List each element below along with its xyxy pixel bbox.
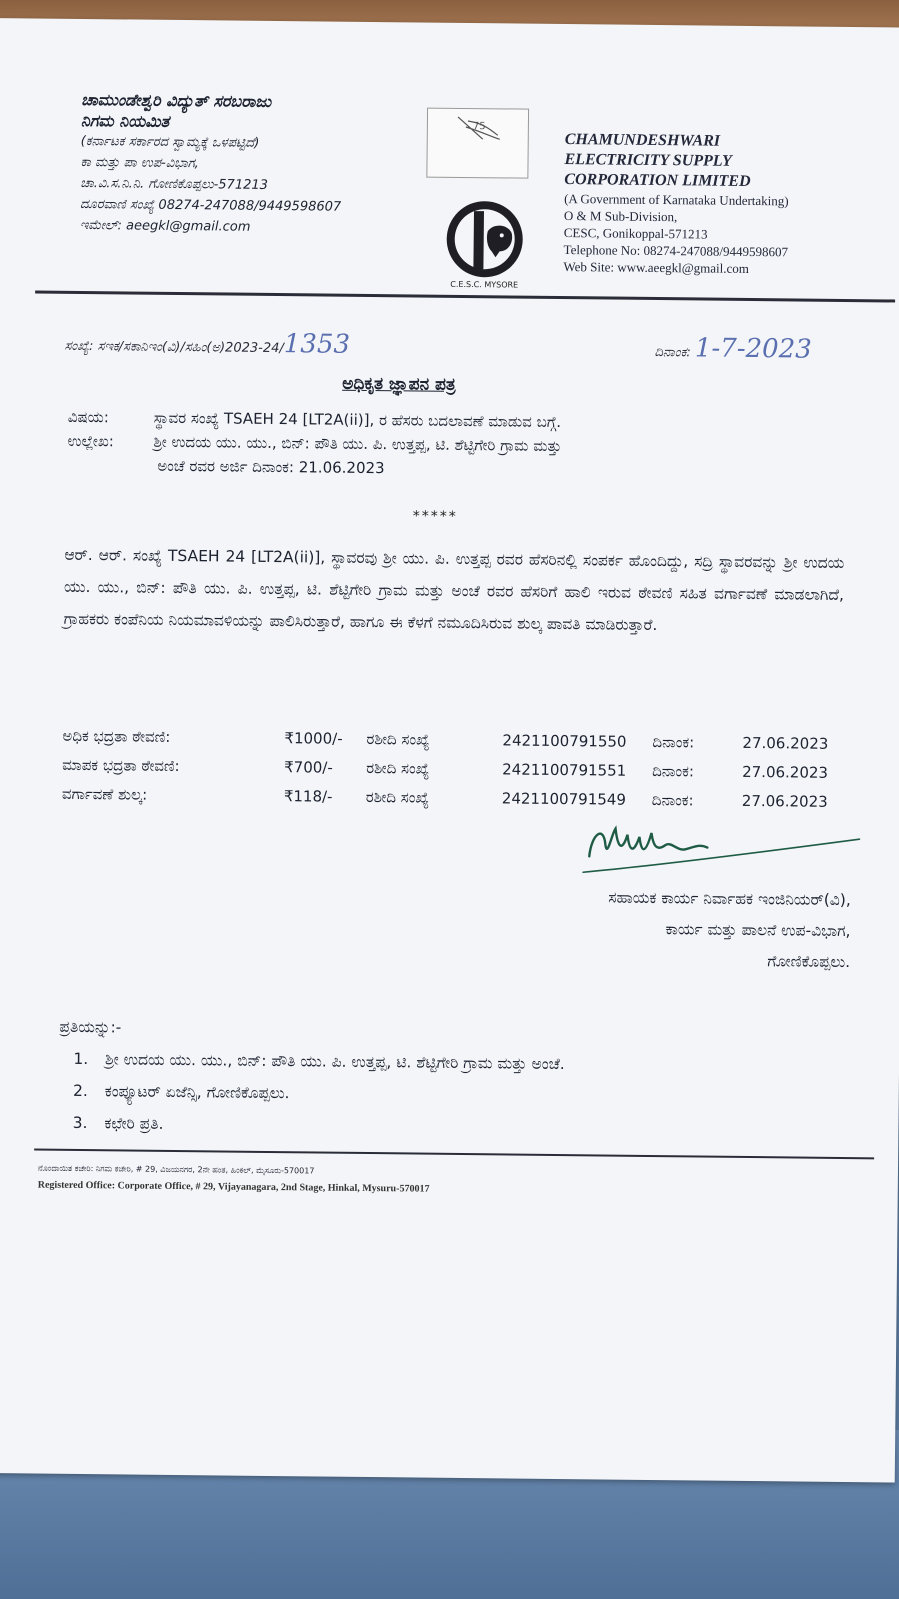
- handwritten-signature: [581, 814, 862, 887]
- subject-block: [67, 405, 868, 485]
- fee-date-label: ದಿನಾಂಕ:: [651, 790, 694, 809]
- reference-date-line: [654, 333, 811, 365]
- receipt-label: ರಶೀದಿ ಸಂಖ್ಯೆ: [365, 787, 430, 807]
- english-govt-line: (A Government of Karnataka Undertaking): [564, 191, 789, 209]
- receipt-label: ರಶೀದಿ ಸಂಖ್ಯೆ: [366, 729, 430, 749]
- cesc-logo-icon: [437, 191, 532, 292]
- english-letterhead: [563, 130, 885, 278]
- header-divider: [35, 290, 895, 302]
- kannada-govt-line: (ಕರ್ನಾಟಕ ಸರ್ಕಾರದ ಸ್ವಾಮ್ಯಕ್ಕೆ ಒಳಪಟ್ಟಿದೆ): [80, 133, 260, 151]
- reference-prefix: ಸಂಖ್ಯೆ: ಸಇಕ/ಸಕಾನಿಇಂ(ವಿ)/ಸಹಿಂ(ಅ)2023-24/: [64, 338, 284, 357]
- kannada-company-name-2: ನಿಗಮ ನಿಯಮಿತ: [80, 110, 170, 131]
- signatory-place: ಗೋಣಿಕೊಪ್ಪಲು.: [767, 952, 851, 972]
- fee-amount: ₹118/-: [283, 786, 333, 806]
- document-title: ಅಧಿಕೃತ ಜ್ಞಾಪನ ಪತ್ರ: [342, 373, 456, 395]
- english-subdivision: O & M Sub-Division,: [563, 208, 678, 225]
- fee-label: ವರ್ಗಾವಣೆ ಶುಲ್ಕ:: [61, 784, 148, 804]
- fee-date: 27.06.2023: [741, 791, 828, 811]
- receipt-number: 2421100791550: [502, 730, 627, 751]
- logo-caption: C.E.S.C. MYSORE: [450, 279, 519, 290]
- english-company-name-3: CORPORATION LIMITED: [564, 171, 751, 190]
- azadi-emblem-icon: [428, 109, 528, 150]
- fee-date: 27.06.2023: [742, 762, 829, 782]
- receipt-number: 2421100791549: [501, 788, 627, 809]
- kannada-address: ಚಾ.ವಿ.ಸ.ನಿ.ನಿ. ಗೋಣಿಕೊಪ್ಪಲು-571213: [80, 175, 269, 193]
- reference-number-handwritten: 1353: [283, 329, 351, 360]
- fee-date: 27.06.2023: [742, 733, 829, 753]
- fee-amount: ₹1000/-: [284, 728, 343, 748]
- subject-text: ಸ್ಥಾವರ ಸಂಖ್ಯೆ TSAEH 24 [LT2A(ii)], ರ ಹೆಸರು ಬದಲಾವಣೆ ಮಾಡುವ ಬಗ್ಗೆ.: [153, 408, 562, 432]
- english-phone: Telephone No: 08274-247088/9449598607: [563, 242, 789, 260]
- kannada-email: ಇಮೇಲ್: aeegkl@gmail.com: [79, 217, 251, 235]
- fees-table: [62, 721, 863, 816]
- kannada-phone: ದೂರವಾಣಿ ಸಂಖ್ಯೆ 08274-247088/9449598607: [79, 196, 342, 215]
- reference-date-handwritten: 1-7-2023: [694, 333, 812, 365]
- reference-date-label: ದಿನಾಂಕ:: [654, 344, 691, 361]
- fee-date-label: ದಿನಾಂಕ:: [652, 732, 695, 751]
- document-page: [0, 18, 899, 1483]
- receipt-number: 2421100791551: [502, 759, 627, 780]
- list-item: 2. ಕಂಪ್ಯೂಟರ್ ಏಜೆನ್ಸಿ, ಗೋಣಿಕೊಪ್ಪಲು.: [93, 1075, 859, 1115]
- list-item: 3. ಕಛೇರಿ ಪ್ರತಿ.: [92, 1107, 858, 1147]
- kannada-subdivision: ಕಾ ಮತ್ತು ಪಾ ಉಪ-ವಿಭಾಗ,: [80, 154, 199, 172]
- reference-note-label: ಉಲ್ಲೇಖ:: [67, 431, 114, 451]
- fee-label: ಅಧಿಕ ಭದ್ರತಾ ಠೇವಣಿ:: [62, 726, 171, 746]
- fee-label: ಮಾಪಕ ಭದ್ರತಾ ಠೇವಣಿ:: [62, 755, 180, 775]
- english-company-name-1: CHAMUNDESHWARI: [564, 131, 721, 150]
- receipt-label: ರಶೀದಿ ಸಂಖ್ಯೆ: [366, 758, 430, 778]
- copies-list: [58, 1043, 859, 1147]
- english-address: CESC, Gonikoppal-571213: [563, 225, 708, 242]
- reference-note-line2: ಅಂಚೆ ರವರ ಅರ್ಜಿ ದಿನಾಂಕ: 21.06.2023: [157, 456, 385, 478]
- body-paragraph: ಆರ್. ಆರ್. ಸಂಖ್ಯೆ TSAEH 24 [LT2A(ii)], ಸ್ಥಾವರವು ಶ್ರೀ ಯು. ಪಿ. ಉತ್ತಪ್ಪ ರವರ ಹೆಸರಿನಲ್ಲಿ ಸಂಪರ್ಕ ಹೊಂದಿದ್ದು, ಸದ್ರಿ ಸ್ಥಾವರವನ್ನು ಶ್ರೀ ಉದಯ ಯು. ಯು., ಬಿನ್: ಪೌತಿ ಯು. ಪಿ. ಉತ್ತಪ್ಪ, ಟಿ. ಶೆಟ್ಟಿಗೇರಿ ಗ್ರಾಮ ಮತ್ತು ಅಂಚೆ ರವರ ಹೆಸರಿಗೆ ಹಾಲಿ ಇರುವ ಠೇವಣಿ ಸಹಿತ ವರ್ಗಾವಣೆ ಮಾಡಲಾಗಿದೆ, ಗ್ರಾಹಕರು ಕಂಪೆನಿಯ ನಿಯಮಾವಳಿಯನ್ನು ಪಾಲಿಸಿರುತ್ತಾರೆ, ಹಾಗೂ ಈ ಕೆಳಗೆ ನಮೂದಿಸಿರುವ ಶುಲ್ಕ ಪಾವತಿ ಮಾಡಿರುತ್ತಾರೆ.: [63, 545, 845, 635]
- kannada-letterhead: [80, 89, 442, 240]
- english-company-name-2: ELECTRICITY SUPPLY: [564, 151, 732, 170]
- copies-heading: ಪ್ರತಿಯನ್ನು:-: [59, 1017, 122, 1037]
- list-item: 1. ಶ್ರೀ ಉದಯ ಯು. ಯು., ಬಿನ್: ಪೌತಿ ಯು. ಪಿ. ಉತ್ತಪ್ಪ, ಟಿ. ಶೆಟ್ಟಿಗೇರಿ ಗ್ರಾಮ ಮತ್ತು ಅಂಚೆ.: [93, 1043, 859, 1083]
- footer-kannada: ನೊಂದಾಯಿತ ಕಚೇರಿ: ನಿಗಮ ಕಚೇರಿ, # 29, ವಿಜಯನಗರ, 2ನೇ ಹಂತ, ಹಿಂಕಲ್, ಮೈಸೂರು-570017: [37, 1163, 315, 1176]
- reference-number-line: [64, 327, 350, 360]
- kannada-company-name-1: ಚಾಮುಂಡೇಶ್ವರಿ ವಿದ್ಯುತ್ ಸರಬರಾಜು: [81, 89, 272, 111]
- english-website: Web Site: www.aeegkl@gmail.com: [563, 259, 750, 276]
- subject-label: ವಿಷಯ:: [67, 407, 109, 427]
- svg-text:75: 75: [472, 121, 486, 133]
- registered-office-footer: [38, 1164, 858, 1200]
- signatory-designation: ಸಹಾಯಕ ಕಾರ್ಯ ನಿರ್ವಾಹಕ ಇಂಜಿನಿಯರ್(ವಿ),: [608, 888, 851, 910]
- reference-note-line1: ಶ್ರೀ ಉದಯ ಯು. ಯು., ಬಿನ್: ಪೌತಿ ಯು. ಪಿ. ಉತ್ತಪ್ಪ, ಟಿ. ಶೆಟ್ಟಿಗೇರಿ ಗ್ರಾಮ ಮತ್ತು: [153, 432, 562, 456]
- copies-section: [58, 1011, 859, 1147]
- signatory-office: ಕಾರ್ಯ ಮತ್ತು ಪಾಲನೆ ಉಪ-ವಿಭಾಗ,: [665, 920, 851, 941]
- footer-divider: [34, 1149, 874, 1160]
- azadi-badge: [426, 108, 529, 179]
- fee-amount: ₹700/-: [284, 757, 333, 777]
- separator-stars: *****: [412, 508, 458, 525]
- fee-date-label: ದಿನಾಂಕ:: [652, 761, 695, 780]
- footer-english: Registered Office: Corporate Office, # 29, Vijayanagara, 2nd Stage, Hinkal, Mysuru-570017: [37, 1179, 430, 1195]
- signatory-block: [430, 881, 851, 978]
